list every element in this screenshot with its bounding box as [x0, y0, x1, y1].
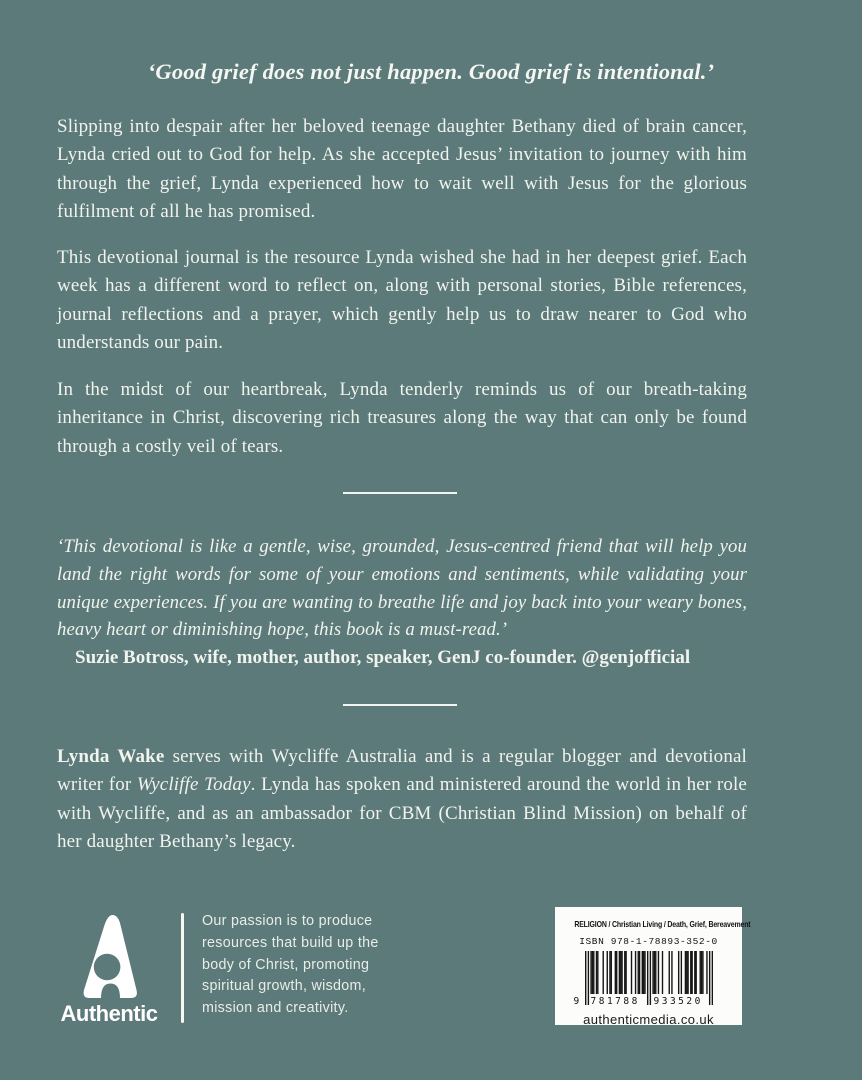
synopsis-paragraph-3: In the midst of our heartbreak, Lynda tenderly reminds us of our breath-taking inheritance in Christ, discovering rich treasures along the way that can only be found through a costly veil of tears. [57, 379, 747, 457]
author-bio: Lynda Wake serves with Wycliffe Australia and is a regular blogger and devotional writer for Wycliffe Today. Lynda has spoken and ministered around the world in her role with Wycliffe, and as an ambassador for CBM (Christian Blind Mission) on behalf of her daughter Bethany’s legacy. [57, 746, 747, 853]
barcode-digits-left: 781788 [590, 996, 640, 1007]
section-divider-top [343, 492, 457, 494]
genre-category-label: RELIGION / Christian Living / Death, Grief, Bereavement [574, 919, 751, 929]
publisher-mission-statement: Our passion is to produce resources that build up the body of Christ, promoting spiritual growth, wisdom, mission and creativity. [202, 913, 379, 1017]
magazine-title: Wycliffe Today [136, 774, 251, 796]
authentic-logo-icon [79, 913, 141, 1001]
publisher-website: authenticmedia.co.uk [583, 1012, 714, 1027]
synopsis-paragraph-2: This devotional journal is the resource Lynda wished she had in her deepest grief. Each week has a different word to reflect on, along with personal stories, Bible references, journal reflections and a prayer, which gently help us to draw nearer to God who understands our pain. [57, 247, 747, 354]
barcode-digits-right: 933520 [653, 996, 703, 1007]
isbn-label: ISBN 978-1-78893-352-0 [579, 936, 718, 947]
ean13-barcode-icon [573, 951, 713, 1007]
endorsement-attribution: Suzie Botross, wife, mother, author, speaker, GenJ co-founder. @genjofficial [75, 647, 691, 668]
barcode-digit-first: 9 [573, 996, 580, 1007]
endorsement-quote: ‘This devotional is like a gentle, wise, grounded, Jesus-centred friend that will help you land the right words for some of your emotions and sentiments, while validating your unique experiences. If you are wanting to breathe life and joy back into your weary bones, heavy heart or diminishing hope, this book is a must-read.’ [57, 536, 747, 641]
synopsis-paragraph-1: Slipping into despair after her beloved teenage daughter Bethany died of brain cancer, Lynda cried out to God for help. As she accepted Jesus’ invitation to journey with him through the grief, Lynda experienced how to wait well with Jesus for the glorious fulfilment of all he has promised. [57, 116, 747, 223]
publisher-divider-line [181, 913, 184, 1023]
barcode-panel [555, 907, 751, 1027]
author-name: Lynda Wake [57, 746, 165, 767]
tagline-quote: ‘Good grief does not just happen. Good grief is intentional.’ [147, 59, 715, 84]
section-divider-bottom [343, 704, 457, 706]
publisher-logo-text: Authentic [60, 1001, 158, 1026]
